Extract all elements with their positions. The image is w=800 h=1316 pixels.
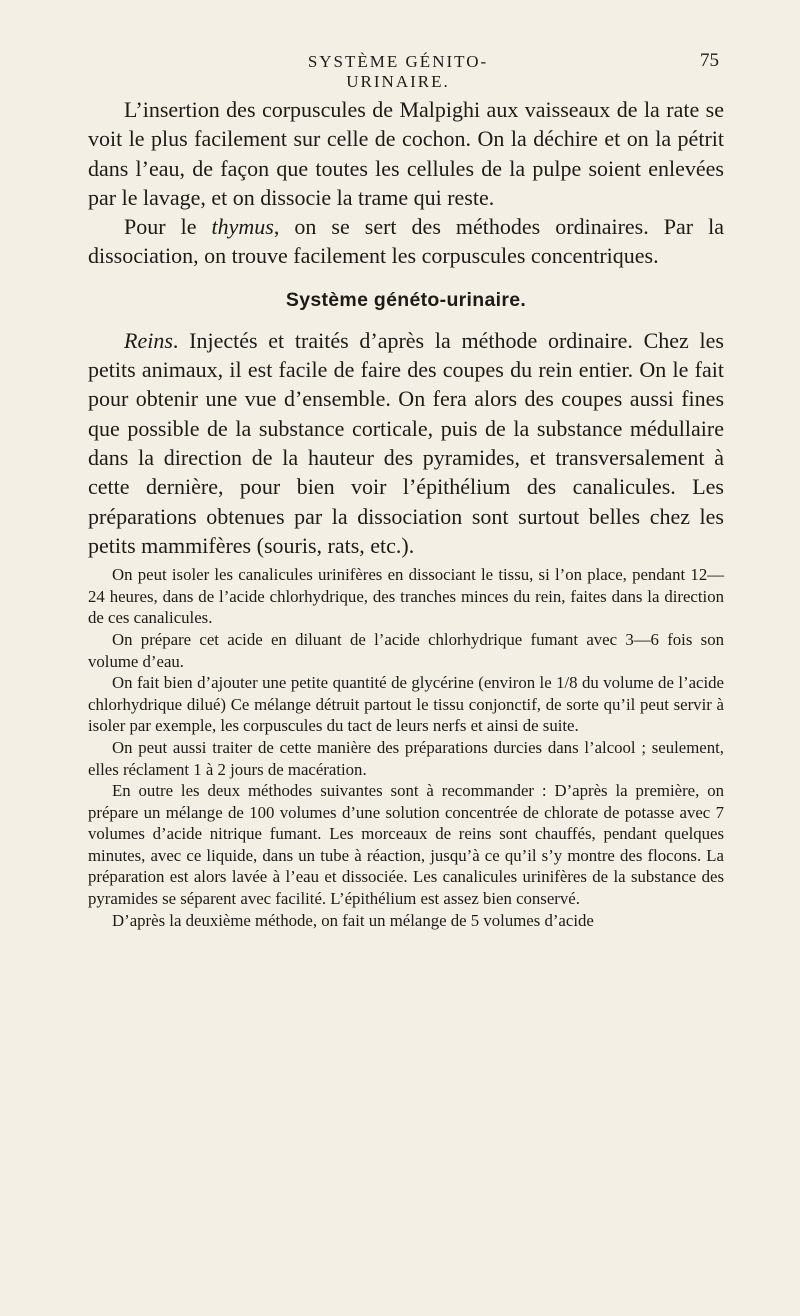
paragraph-rate: L’insertion des corpuscules de Malpighi aux vaisseaux de la rate se voit le plus facilement sur celle de cochon. On la déchire et on la pétrit dans l’eau, de façon que toutes les cellules de la pulpe soient enlevées par le lavage, et on dissocie la trame qui reste. [88,97,724,210]
paragraph-thymus-rest: , on se sert des méthodes ordinaires. Par la dissociation, on trouve facilement les corpuscules concentriques. [88,214,724,269]
paragraph-thymus-lead: Pour le [124,214,212,240]
running-title: SYSTÈME GÉNITO-URINAIRE. [307,52,489,91]
paragraph-reins-rest: . Injectés et traités d’après la méthode ordinaire. Chez les petits animaux, il est facile de faire des coupes du rein entier. On le fait pour obtenir une vue d’ensemble. On fera alors des coupes aussi fines que possible de la substance corticale, puis de la substance médullaire dans la direction de la hauteur des pyramides, et transversalement à cette dernière, pour bien voir l’épithélium des canalicules. Les préparations obtenues par la dissociation sont surtout belles chez les petits mammifères (souris, rats, etc.). [88,327,724,558]
small-paragraph-2: On prépare cet acide en diluant de l’acide chlorhydrique fumant avec 3—6 fois son volume d’eau. [88,629,724,671]
term-thymus: thymus [211,214,274,240]
section-heading: Système généto-urinaire. [285,288,527,311]
page-number: 75 [700,50,719,71]
small-print-block [88,564,724,931]
small-paragraph-5: En outre les deux méthodes suivantes sont à recommander : D’après la première, on prépare un mélange de 100 volumes d’une solution concentrée de chlorate de potasse avec 7 volumes d’acide nitrique fumant. Les morceaux de reins sont chauffés, pendant quelques minutes, avec ce liquide, dans un tube à réaction, jusqu’à ce qu’il s’y montre des flocons. La préparation est alors lavée à l’eau et dissociée. Les canalicules urinifères de la substance des pyramides se séparent avec facilité. L’épithélium est assez bien conservé. [88,781,724,909]
paragraph-reins [88,326,724,560]
main-text-block [88,95,724,560]
small-paragraph-1: On peut isoler les canalicules urinifères en dissociant le tissu, si l’on place, pendant 12—24 heures, dans de l’acide chlorhydrique, des tranches minces du rein, faites dans la direction de ces canalicules. [88,565,724,628]
small-paragraph-3: On fait bien d’ajouter une petite quantité de glycérine (environ le 1/8 du volume de l’acide chlorhydrique dilué) Ce mélange détruit partout le tissu conjonctif, de sorte qu’il peut servir à isoler par exemple, les corpuscules du tact de leurs nerfs et ainsi de suite. [88,673,724,736]
body-text [88,95,724,931]
term-reins: Reins [124,327,173,353]
small-paragraph-4: On peut aussi traiter de cette manière des préparations durcies dans l’alcool ; seulement, elles réclament 1 à 2 jours de macération. [88,737,724,779]
paragraph-thymus [88,212,724,271]
small-paragraph-6: D’après la deuxième méthode, on fait un mélange de 5 volumes d’acide [112,910,594,930]
